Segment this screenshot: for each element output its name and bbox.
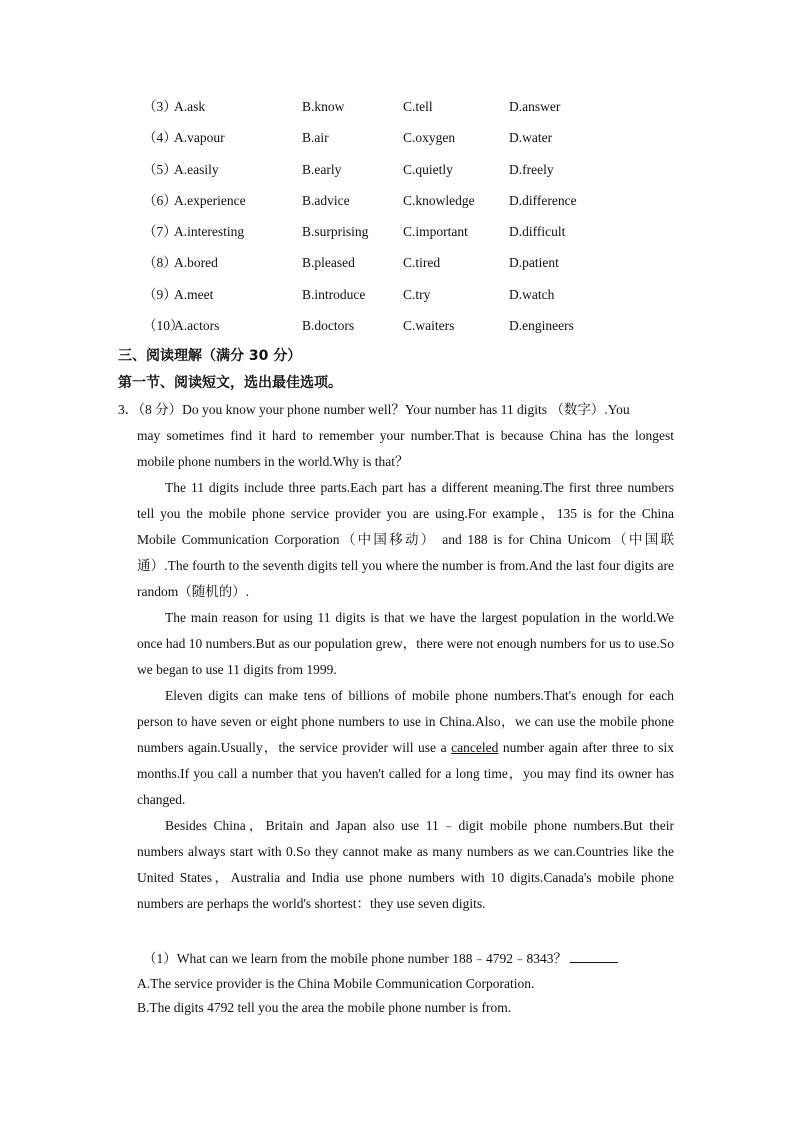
option-a[interactable]: A.actors: [174, 318, 220, 333]
option-row: [0, 160, 794, 180]
option-number: （4）: [143, 130, 177, 145]
option-a[interactable]: A.meet: [174, 287, 214, 302]
option-c[interactable]: C.try: [403, 287, 431, 302]
option-d[interactable]: D.watch: [509, 287, 555, 302]
option-row: [0, 222, 794, 242]
option-a[interactable]: A.easily: [174, 162, 219, 177]
passage-paragraph-2: The 11 digits include three parts.Each part has a different meaning.The first three numbers tell you the mobile phone service provider you are using.For example，135 is for the China Mobile Communication Corporation（中国移动） and 188 is for China Unicom（中国联通）.The fourth to the seventh digits tell you where the number is from.And the last four digits are random（随机的）.: [137, 480, 674, 599]
passage-paragraph-3: The main reason for using 11 digits is that we have the largest population in the world.We once had 10 numbers.But as our population grew，there were not enough numbers for us to use.So we began to use 11 digits from 1999.: [137, 610, 674, 677]
option-c[interactable]: C.tell: [403, 99, 433, 114]
option-b[interactable]: B.introduce: [302, 287, 366, 302]
passage-first-line: [118, 397, 630, 423]
option-a[interactable]: A.interesting: [174, 224, 245, 239]
question-1-option-a[interactable]: A.The service provider is the China Mobile Communication Corporation.: [137, 976, 535, 991]
option-number: （9）: [143, 287, 177, 302]
option-number: （6）: [143, 193, 177, 208]
passage-paragraph-1: may sometimes find it hard to remember your number.That is because China has the longest mobile phone numbers in the world.Why is that？: [137, 428, 674, 469]
answer-blank[interactable]: [570, 948, 618, 963]
option-d[interactable]: D.water: [509, 130, 553, 145]
option-b[interactable]: B.pleased: [302, 255, 355, 270]
option-c[interactable]: C.waiters: [403, 318, 455, 333]
section-title: 三、阅读理解（满分 30 分）: [118, 348, 302, 364]
option-b[interactable]: B.air: [302, 130, 329, 145]
option-a[interactable]: A.vapour: [174, 130, 225, 145]
passage-paragraph-5: Besides China，Britain and Japan also use 11﹣digit mobile phone numbers.But their numbers always start with 0.So they cannot make as many numbers as we can.Countries like the United States，Australia and India use phone numbers with 10 digits.Canada's mobile phone numbers are perhaps the world's shortest：they use seven digits.: [137, 818, 674, 911]
option-d[interactable]: D.answer: [509, 99, 561, 114]
option-number: （5）: [143, 162, 177, 177]
option-row: [0, 191, 794, 211]
option-row: [0, 128, 794, 148]
option-row: [0, 97, 794, 117]
option-b[interactable]: B.advice: [302, 193, 350, 208]
option-b[interactable]: B.doctors: [302, 318, 355, 333]
option-row: [0, 316, 794, 336]
option-b[interactable]: B.know: [302, 99, 345, 114]
question-1-option-b[interactable]: B.The digits 4792 tell you the area the mobile phone number is from.: [137, 1000, 512, 1015]
question-1: [143, 948, 618, 969]
option-a[interactable]: A.experience: [174, 193, 246, 208]
option-a[interactable]: A.bored: [174, 255, 218, 270]
option-d[interactable]: D.patient: [509, 255, 559, 270]
option-d[interactable]: D.freely: [509, 162, 554, 177]
subsection-title: 第一节、阅读短文，选出最佳选项。: [118, 375, 342, 391]
option-d[interactable]: D.difference: [509, 193, 577, 208]
option-b[interactable]: B.early: [302, 162, 342, 177]
passage-number: 3．（8 分）: [118, 402, 183, 417]
option-number: （8）: [143, 255, 177, 270]
option-c[interactable]: C.tired: [403, 255, 441, 270]
option-row: [0, 285, 794, 305]
canceled-word: canceled: [451, 740, 499, 755]
option-a[interactable]: A.ask: [174, 99, 206, 114]
option-c[interactable]: C.important: [403, 224, 468, 239]
p4-before: Eleven digits can make tens of billions of mobile phone numbers.That's enough for each person to have seven or eight phone numbers to use in China.Also，we can use the mobile phone numbers again.Usually，the service provider will use a: [137, 688, 674, 755]
option-c[interactable]: C.oxygen: [403, 130, 456, 145]
passage-paragraph-4: [137, 683, 674, 813]
option-d[interactable]: D.engineers: [509, 318, 574, 333]
option-c[interactable]: C.quietly: [403, 162, 453, 177]
question-1-text: （1）What can we learn from the mobile phone number 188﹣4792﹣8343？: [143, 951, 568, 966]
option-number: （3）: [143, 99, 177, 114]
option-d[interactable]: D.difficult: [509, 224, 566, 239]
p4-after: number again after three to six months.If you call a number that you haven't called for a long time，you may find its owner has changed.: [137, 740, 674, 807]
option-c[interactable]: C.knowledge: [403, 193, 475, 208]
passage-body: [137, 423, 674, 917]
option-number: （10）: [143, 318, 184, 333]
passage-p1-first: Do you know your phone number well？Your number has 11 digits （数字）.You: [182, 402, 630, 417]
option-number: （7）: [143, 224, 177, 239]
option-row: [0, 253, 794, 273]
option-b[interactable]: B.surprising: [302, 224, 369, 239]
